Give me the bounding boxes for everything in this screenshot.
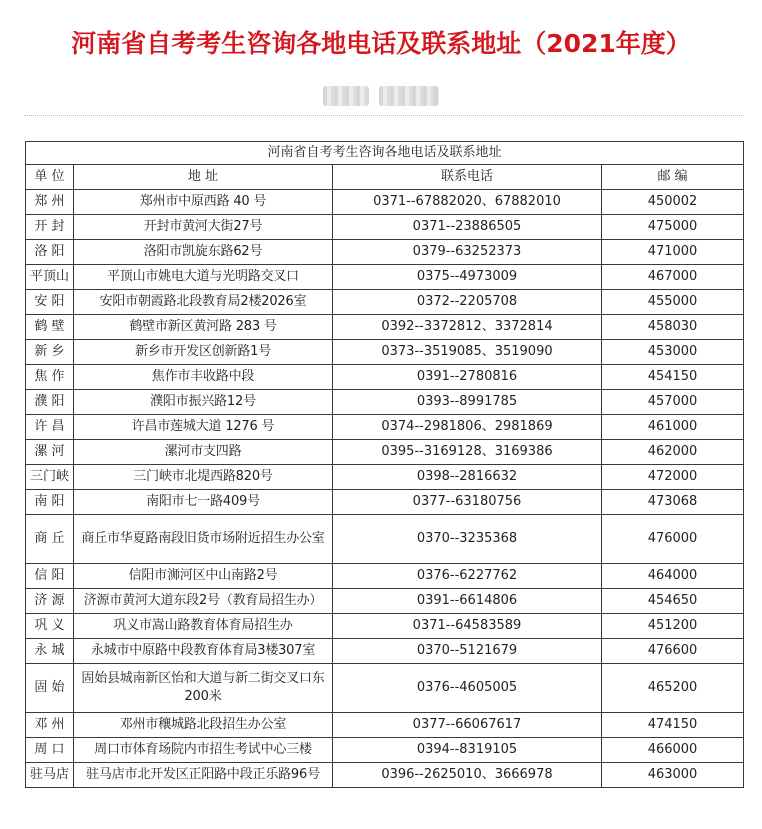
table-row xyxy=(26,614,744,639)
cell-zip: 471000 xyxy=(602,240,744,265)
contact-table xyxy=(25,141,744,788)
cell-phone: 0377--63180756 xyxy=(333,490,602,515)
blurred-meta-text xyxy=(379,86,439,106)
cell-address: 开封市黄河大街27号 xyxy=(74,215,333,240)
cell-address: 焦作市丰收路中段 xyxy=(74,365,333,390)
blurred-meta-text xyxy=(323,86,369,106)
cell-phone: 0377--66067617 xyxy=(333,713,602,738)
cell-city: 漯 河 xyxy=(26,440,74,465)
table-row xyxy=(26,738,744,763)
header-city: 单 位 xyxy=(26,165,74,190)
cell-city: 邓 州 xyxy=(26,713,74,738)
table-header-row xyxy=(26,165,744,190)
cell-address: 驻马店市北开发区正阳路中段正乐路96号 xyxy=(74,763,333,788)
cell-address: 邓州市穰城路北段招生办公室 xyxy=(74,713,333,738)
table-row xyxy=(26,713,744,738)
table-row xyxy=(26,290,744,315)
cell-zip: 472000 xyxy=(602,465,744,490)
cell-phone: 0393--8991785 xyxy=(333,390,602,415)
cell-address: 安阳市朝霞路北段教育局2楼2026室 xyxy=(74,290,333,315)
cell-phone: 0371--23886505 xyxy=(333,215,602,240)
cell-zip: 462000 xyxy=(602,440,744,465)
cell-phone: 0371--64583589 xyxy=(333,614,602,639)
table-row xyxy=(26,515,744,564)
cell-zip: 457000 xyxy=(602,390,744,415)
cell-address: 鹤壁市新区黄河路 283 号 xyxy=(74,315,333,340)
cell-address: 固始县城南新区怡和大道与新二街交叉口东200米 xyxy=(74,664,333,713)
cell-phone: 0370--3235368 xyxy=(333,515,602,564)
cell-phone: 0376--6227762 xyxy=(333,564,602,589)
cell-address: 信阳市浉河区中山南路2号 xyxy=(74,564,333,589)
cell-phone: 0376--4605005 xyxy=(333,664,602,713)
cell-zip: 465200 xyxy=(602,664,744,713)
cell-zip: 476600 xyxy=(602,639,744,664)
cell-city: 三门峡 xyxy=(26,465,74,490)
cell-city: 巩 义 xyxy=(26,614,74,639)
cell-address: 平顶山市姚电大道与光明路交叉口 xyxy=(74,265,333,290)
header-address: 地 址 xyxy=(74,165,333,190)
cell-phone: 0391--2780816 xyxy=(333,365,602,390)
cell-address: 永城市中原路中段教育体育局3楼307室 xyxy=(74,639,333,664)
cell-phone: 0379--63252373 xyxy=(333,240,602,265)
cell-phone: 0392--3372812、3372814 xyxy=(333,315,602,340)
cell-city: 驻马店 xyxy=(26,763,74,788)
table-row xyxy=(26,390,744,415)
table-row xyxy=(26,664,744,713)
table-row xyxy=(26,215,744,240)
cell-city: 郑 州 xyxy=(26,190,74,215)
cell-zip: 475000 xyxy=(602,215,744,240)
cell-city: 鹤 壁 xyxy=(26,315,74,340)
cell-phone: 0374--2981806、2981869 xyxy=(333,415,602,440)
cell-city: 济 源 xyxy=(26,589,74,614)
table-row xyxy=(26,265,744,290)
cell-city: 商 丘 xyxy=(26,515,74,564)
table-row xyxy=(26,340,744,365)
cell-zip: 454150 xyxy=(602,365,744,390)
cell-city: 平顶山 xyxy=(26,265,74,290)
table-row xyxy=(26,365,744,390)
article-meta-blurred xyxy=(0,86,762,108)
cell-zip: 458030 xyxy=(602,315,744,340)
cell-city: 信 阳 xyxy=(26,564,74,589)
cell-city: 洛 阳 xyxy=(26,240,74,265)
cell-city: 周 口 xyxy=(26,738,74,763)
header-phone: 联系电话 xyxy=(333,165,602,190)
cell-address: 漯河市支四路 xyxy=(74,440,333,465)
cell-phone: 0395--3169128、3169386 xyxy=(333,440,602,465)
cell-city: 南 阳 xyxy=(26,490,74,515)
table-row xyxy=(26,639,744,664)
cell-city: 濮 阳 xyxy=(26,390,74,415)
cell-address: 南阳市七一路409号 xyxy=(74,490,333,515)
cell-address: 郑州市中原西路 40 号 xyxy=(74,190,333,215)
cell-city: 安 阳 xyxy=(26,290,74,315)
cell-address: 许昌市莲城大道 1276 号 xyxy=(74,415,333,440)
table-row xyxy=(26,589,744,614)
page-title: 河南省自考考生咨询各地电话及联系地址（2021年度） xyxy=(71,29,691,58)
table-row xyxy=(26,763,744,788)
table-row xyxy=(26,564,744,589)
cell-zip: 473068 xyxy=(602,490,744,515)
cell-zip: 476000 xyxy=(602,515,744,564)
cell-zip: 467000 xyxy=(602,265,744,290)
cell-address: 济源市黄河大道东段2号（教育局招生办） xyxy=(74,589,333,614)
cell-zip: 461000 xyxy=(602,415,744,440)
cell-address: 巩义市嵩山路教育体育局招生办 xyxy=(74,614,333,639)
cell-zip: 454650 xyxy=(602,589,744,614)
cell-phone: 0372--2205708 xyxy=(333,290,602,315)
table-row xyxy=(26,465,744,490)
cell-address: 濮阳市振兴路12号 xyxy=(74,390,333,415)
cell-city: 永 城 xyxy=(26,639,74,664)
cell-zip: 463000 xyxy=(602,763,744,788)
table-row xyxy=(26,490,744,515)
cell-zip: 451200 xyxy=(602,614,744,639)
table-row xyxy=(26,315,744,340)
cell-phone: 0371--67882020、67882010 xyxy=(333,190,602,215)
dotted-divider xyxy=(24,115,744,116)
cell-phone: 0396--2625010、3666978 xyxy=(333,763,602,788)
table-caption-row xyxy=(26,142,744,165)
table-row xyxy=(26,190,744,215)
cell-zip: 466000 xyxy=(602,738,744,763)
cell-zip: 455000 xyxy=(602,290,744,315)
cell-address: 周口市体育场院内市招生考试中心三楼 xyxy=(74,738,333,763)
cell-zip: 464000 xyxy=(602,564,744,589)
cell-address: 三门峡市北堤西路820号 xyxy=(74,465,333,490)
cell-phone: 0370--5121679 xyxy=(333,639,602,664)
cell-city: 焦 作 xyxy=(26,365,74,390)
cell-phone: 0398--2816632 xyxy=(333,465,602,490)
cell-city: 固 始 xyxy=(26,664,74,713)
cell-city: 开 封 xyxy=(26,215,74,240)
cell-city: 许 昌 xyxy=(26,415,74,440)
table-row xyxy=(26,415,744,440)
cell-phone: 0373--3519085、3519090 xyxy=(333,340,602,365)
cell-city: 新 乡 xyxy=(26,340,74,365)
cell-address: 洛阳市凯旋东路62号 xyxy=(74,240,333,265)
cell-phone: 0375--4973009 xyxy=(333,265,602,290)
cell-phone: 0394--8319105 xyxy=(333,738,602,763)
header-zip: 邮 编 xyxy=(602,165,744,190)
cell-address: 商丘市华夏路南段旧货市场附近招生办公室 xyxy=(74,515,333,564)
table-row xyxy=(26,240,744,265)
cell-phone: 0391--6614806 xyxy=(333,589,602,614)
cell-address: 新乡市开发区创新路1号 xyxy=(74,340,333,365)
table-caption: 河南省自考考生咨询各地电话及联系地址 xyxy=(26,142,744,165)
cell-zip: 453000 xyxy=(602,340,744,365)
table-row xyxy=(26,440,744,465)
cell-zip: 474150 xyxy=(602,713,744,738)
cell-zip: 450002 xyxy=(602,190,744,215)
